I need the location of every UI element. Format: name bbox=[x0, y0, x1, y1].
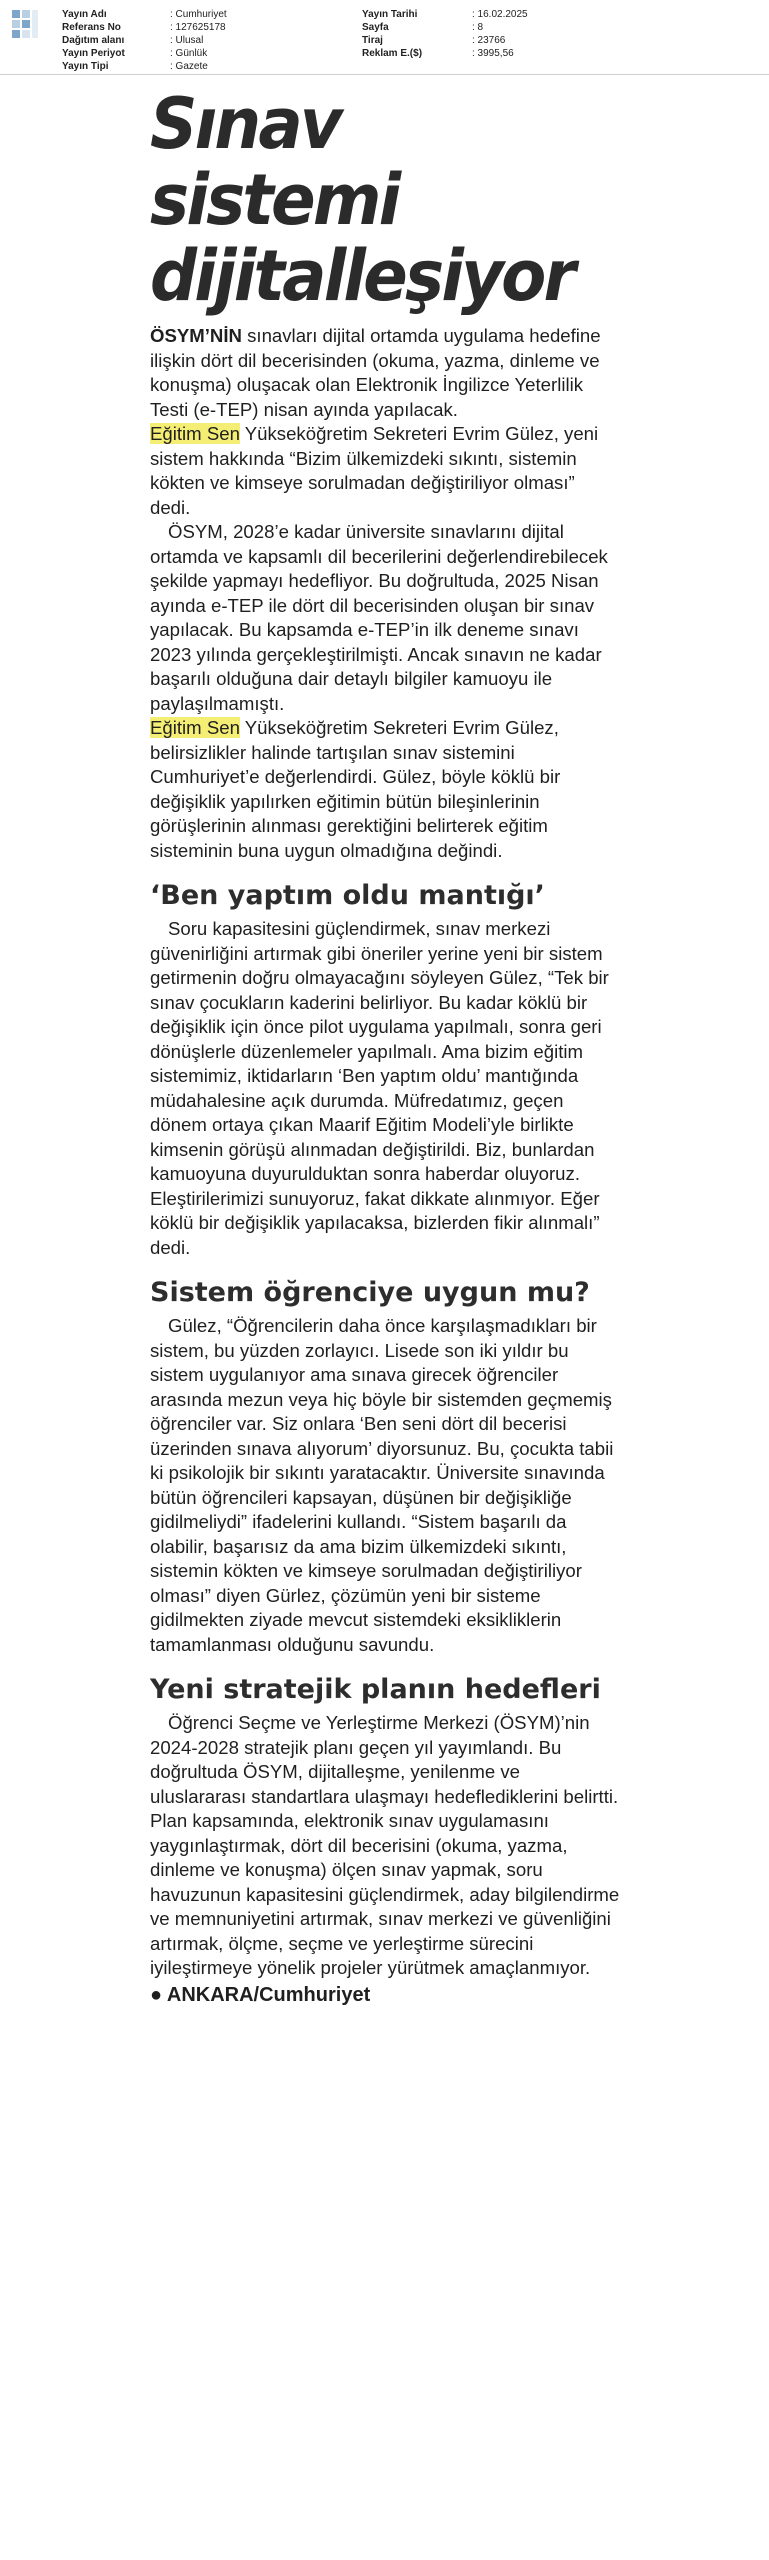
meta-left-column bbox=[62, 8, 227, 73]
paragraph: Eğitim Sen Yükseköğretim Sekreteri Evrim Gülez, yeni sistem hakkında “Bizim ülkemizdeki sıkıntı, sistemin kökten ve kimseye sorulmadan değiştiriliyor olması” dedi. bbox=[150, 423, 599, 518]
meta-row: Yayın Tipi : Gazete bbox=[62, 61, 208, 72]
meta-row: Yayın Adı : Cumhuriyet bbox=[62, 9, 227, 20]
clipping-metadata bbox=[0, 0, 769, 84]
lead-paragraph: ÖSYM’NİN sınavları dijital ortamda uygulama hedefine ilişkin dört dil becerisinden (okuma, yazma, dinleme ve konuşma) oluşacak olan Elektronik İngilizce Yeterlilik Testi (e-TEP) nisan ayında yapılacak. bbox=[150, 325, 601, 420]
news-article bbox=[150, 83, 620, 2007]
paragraph: Gülez, “Öğrencilerin daha önce karşılaşmadıkları bir sistem, bu yüzden zorlayıcı. Lisede son iki yıldır bu sistem uygulanıyor ama sınava girecek öğrenciler arasında mezun veya hiç böyle bir sistemden geçmemiş öğrenciler var. Siz onlara ‘Ben seni dört dil becerisi üzerinden sınava alıyorum’ diyorsunuz. Bu, çocukta tabii ki psikolojik bir sıkıntı yaratacaktır. Üniversite sınavında bütün öğrencileri kapsayan, düşünen bir değişikliğe gidilmeliydi” ifadelerini kullandı. “Sistem başarılı da olabilir, başarısız da ama bizim ülkemizdeki sıkıntı, sistemin kökten ve kimseye sorulmadan değiştiriliyor olması” diyen Gürlez, çözümün yeni bir sisteme gidilmekten ziyade mevcut sistemdeki eksikliklerin tamamlanması olduğunu savundu. bbox=[150, 1315, 614, 1655]
meta-right-column bbox=[362, 8, 528, 60]
highlighted-term: Eğitim Sen bbox=[150, 717, 240, 738]
paragraph: Soru kapasitesini güçlendirmek, sınav merkezi güvenirliğini artırmak gibi öneriler yerine yeni bir sistem getirmenin doğru olmayacağını söyleyen Gülez, “Tek bir sınav çocukların kaderini belirliyor. Bu kadar köklü bir değişiklik için önce pilot uygulama yapılmalı, sonra geri dönüşlerle düzenlemeler yapılmalı. Ama bizim eğitim sistemimiz, iktidarların ‘Ben yaptım oldu’ mantığında müdahalesine açık durumda. Müfredatımız, geçen dönem ortaya çıkan Maarif Eğitim Modeli’yle birlikte kimsenin görüşü alınmadan değiştirildi. Biz, bunlardan kamuoyuna duyurulduktan sonra haberdar oluyoruz. Eleştirilerimizi sunuyoruz, fakat dikkate alınmıyor. Eğer köklü bir değişiklik yapılacaksa, bizlerden fikir alınmalı” dedi. bbox=[150, 918, 609, 1258]
meta-row: Yayın Tarihi : 16.02.2025 bbox=[362, 9, 528, 20]
meta-row: Dağıtım alanı : Ulusal bbox=[62, 35, 204, 46]
paragraph: ÖSYM, 2028’e kadar üniversite sınavlarını dijital ortamda ve kapsamlı dil becerilerini değerlendirebilecek şekilde yapmayı hedefliyor. Bu doğrultuda, 2025 Nisan ayında e-TEP ile dört dil becerisinden oluşan bir sınav yapılacak. Bu kapsamda e-TEP’in ilk deneme sınavı 2023 yılında gerçekleştirilmişti. Ancak sınavın ne kadar başarılı olduğuna dair detaylı bilgiler kamuoyu ile paylaşılmamıştı. bbox=[150, 521, 608, 714]
paragraph: Öğrenci Seçme ve Yerleştirme Merkezi (ÖSYM)’nin 2024-2028 stratejik planı geçen yıl yayımlandı. Bu doğrultuda ÖSYM, dijitalleşme, yenilenme ve uluslararası standartlara ulaşmayı hedeflediklerini belirtti. Plan kapsamında, elektronik sınav uygulamasını yaygınlaştırmak, dört dil becerisini (okuma, yazma, dinleme ve konuşma) ölçen sınav yapmak, soru havuzunun kapasitesini güçlendirmek, aday bilgilendirme ve memnuniyetini artırmak, sınav merkezi ve güvenliğini artırmak, ölçme, seçme ve yerleştirme sürecini iyileştirmeye yönelik projeler yürütmek amaçlanmıyor. bbox=[150, 1712, 620, 1978]
highlighted-term: Eğitim Sen bbox=[150, 423, 240, 444]
subheading: Sistem öğrenciye uygun mu? bbox=[150, 1277, 590, 1308]
meta-row: Referans No : 127625178 bbox=[62, 22, 226, 33]
divider bbox=[0, 74, 769, 75]
byline: ● ANKARA/Cumhuriyet bbox=[150, 1983, 371, 2006]
article-body bbox=[150, 324, 620, 2007]
meta-row: Sayfa : 8 bbox=[362, 22, 484, 33]
agency-logo-icon bbox=[10, 6, 50, 46]
article-headline: Sınav sistemi dijitalleşiyor bbox=[150, 83, 574, 317]
paragraph: Eğitim Sen Yükseköğretim Sekreteri Evrim Gülez, belirsizlikler halinde tartışılan sınav sistemini Cumhuriyet’e değerlendirdi. Gülez, böyle köklü bir değişiklik yapılırken eğitimin bütün bileşinlerinin görüşlerinin alınması gerektiğini belirterek eğitim sisteminin buna uygun olmadığına değindi. bbox=[150, 717, 561, 861]
meta-row: Reklam E.($) : 3995,56 bbox=[362, 48, 514, 59]
subheading: ‘Ben yaptım oldu mantığı’ bbox=[150, 880, 545, 911]
subheading: Yeni stratejik planın hedefleri bbox=[150, 1674, 601, 1705]
meta-row: Yayın Periyot : Günlük bbox=[62, 48, 208, 59]
meta-row: Tiraj : 23766 bbox=[362, 35, 506, 46]
